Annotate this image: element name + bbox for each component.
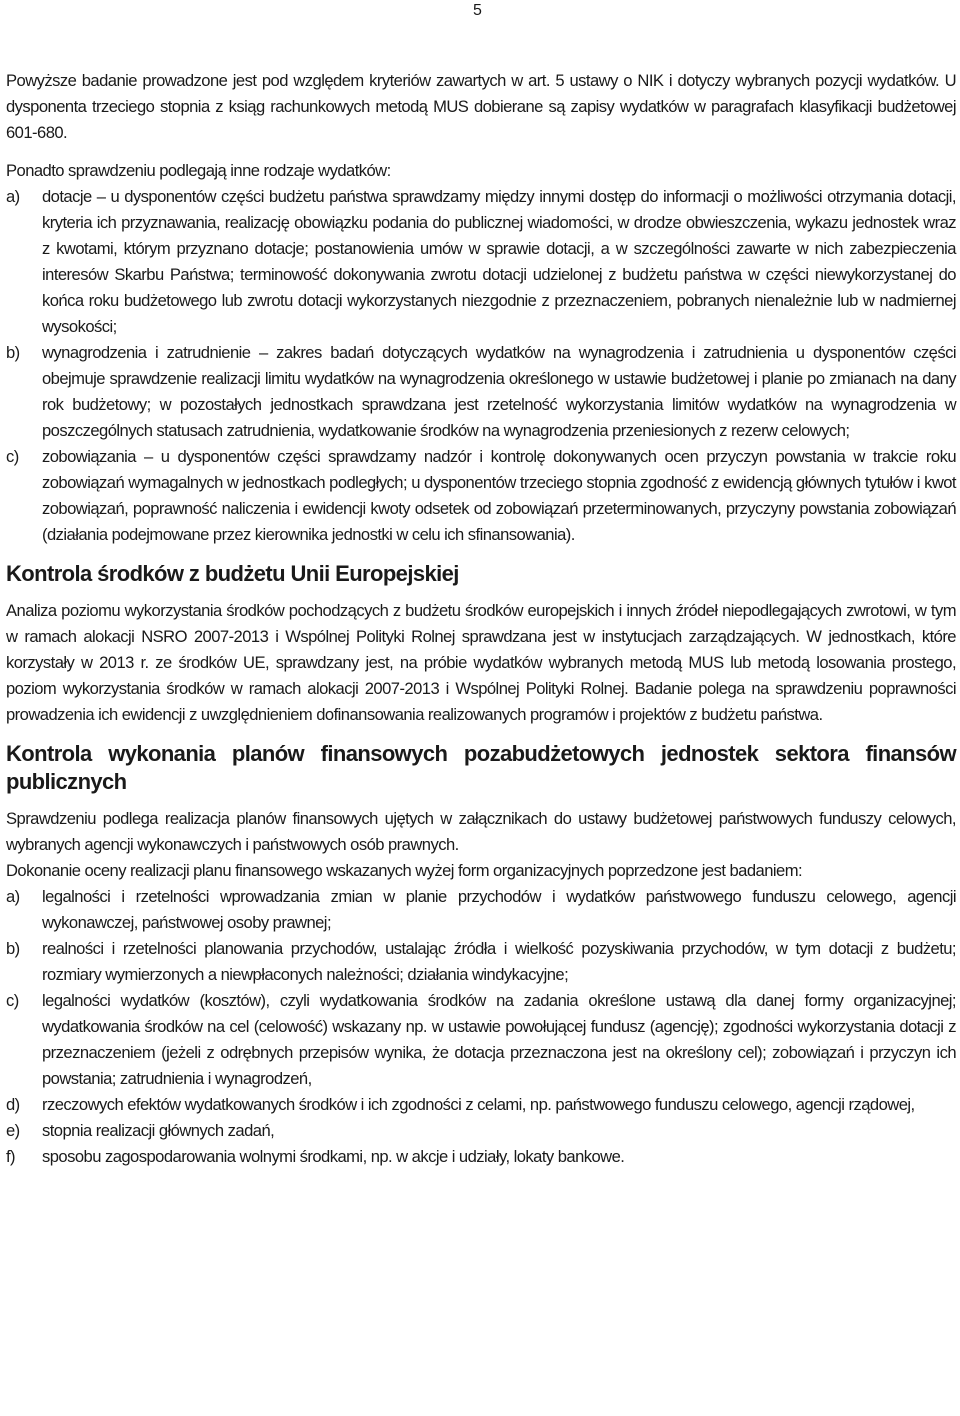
- list-marker: a): [6, 187, 20, 206]
- section-heading-plans: Kontrola wykonania planów finansowych pozabudżetowych jednostek sektora finansów publicznych: [6, 741, 956, 794]
- list-marker: e): [6, 1121, 20, 1140]
- list-item: [6, 988, 956, 1092]
- plan-assessment-list: [6, 884, 956, 1170]
- plans-paragraph: Sprawdzeniu podlega realizacja planów finansowych ujętych w załącznikach do ustawy budżetowej państwowych funduszy celowych, wybranych agencji wykonawczych i państwowych osób prawnych.: [6, 809, 956, 854]
- list-item: [6, 1092, 956, 1118]
- list-marker: c): [6, 447, 19, 466]
- list-marker: b): [6, 343, 20, 362]
- page-number: 5: [473, 2, 482, 19]
- list-item: [6, 1118, 956, 1144]
- list-item-text: realności i rzetelności planowania przychodów, ustalając źródła i wielkość pozyskiwania przychodów, w tym dotacji z budżetu; rozmiary wymierzonych a niewpłaconych należności; działania windykacyjne;: [42, 939, 956, 984]
- list-item-text: wynagrodzenia i zatrudnienie – zakres badań dotyczących wydatków na wynagrodzenia i zatrudnienia u dysponentów części obejmuje sprawdzenie realizacji limitu wydatków na wynagrodzenia określonego w ustawie budżetowej i planie po zmianach na dany rok budżetowy; w pozostałych jednostkach sprawdzana jest rzetelność wykorzystania limitów wydatków na wynagrodzenia w poszczególnych statusach zatrudnienia, wydatkowanie środków na wynagrodzenia przeniesionych z rezerw celowych;: [42, 343, 956, 440]
- list-item-text: stopnia realizacji głównych zadań,: [42, 1121, 275, 1140]
- list-item-text: dotacje – u dysponentów części budżetu państwa sprawdzamy między innymi dostęp do informacji o możliwości otrzymania dotacji, kryteria ich przyznawania, realizację obowiązku podania do publicznej wiadomości, w drodze obwieszczenia, wykazu jednostek wraz z kwotami, którym przyznano dotacje; postanowienia umów w sprawie dotacji, a w szczególności zawarte w nich zabezpieczenia interesów Skarbu Państwa; terminowość dokonywania zwrotu dotacji udzielonej z budżetu państwa w części niewykorzystanej do końca roku budżetowego lub zwrotu dotacji wykorzystanych niezgodnie z przeznaczeniem, pobranych nienależnie lub w nadmiernej wysokości;: [42, 187, 956, 336]
- list-item-text: legalności i rzetelności wprowadzania zmian w planie przychodów i wydatków państwowego funduszu celowego, agencji wykonawczej, państwowej osoby prawnej;: [42, 887, 956, 932]
- list-item: [6, 340, 956, 444]
- intro-paragraph: Powyższe badanie prowadzone jest pod względem kryteriów zawartych w art. 5 ustawy o NIK i dotyczy wybranych pozycji wydatków. U dysponenta trzeciego stopnia z ksiąg rachunkowych metodą MUS dobierane są zapisy wydatków w paragrafach klasyfikacji budżetowej 601-680.: [6, 71, 956, 142]
- list-item: [6, 444, 956, 548]
- list-item: [6, 184, 956, 340]
- list-marker: d): [6, 1095, 20, 1114]
- list-item-text: sposobu zagospodarowania wolnymi środkami, np. w akcje i udziały, lokaty bankowe.: [42, 1147, 625, 1166]
- intro-lead-paragraph: Ponadto sprawdzeniu podlegają inne rodzaje wydatków:: [6, 161, 391, 180]
- expense-types-list: [6, 184, 956, 548]
- list-item: [6, 936, 956, 988]
- list-item: [6, 884, 956, 936]
- list-marker: a): [6, 887, 20, 906]
- page-content: [6, 68, 956, 1170]
- section-heading-eu: Kontrola środków z budżetu Unii Europejskiej: [6, 561, 459, 586]
- list-item-text: zobowiązania – u dysponentów części sprawdzamy nadzór i kontrolę dokonywanych ocen przyczyn powstania w trakcie roku zobowiązań wymagalnych w jednostkach podległych; u dysponentów trzeciego stopnia zgodność z ewidencją głównych tytułów i kwot zobowiązań, poprawność naliczenia i ewidencji kwoty odsetek od zobowiązań przeterminowanych, przyczyny powstania zobowiązań (działania podejmowane przez kierownika jednostki w celu ich sfinansowania).: [42, 447, 956, 544]
- list-marker: c): [6, 991, 19, 1010]
- list-item-text: legalności wydatków (kosztów), czyli wydatkowania środków na zadania określone ustawą dla danej formy organizacyjnej; wydatkowania środków na cel (celowość) wskazany np. w ustawie powołującej fundusz (agencję); zgodności wykorzystania dotacji z przeznaczeniem (jeżeli z odrębnych przepisów wynika, że dotacja przeznaczona jest na określony cel); zobowiązań i przyczyn ich powstania; zatrudnienia i wynagrodzeń,: [42, 991, 956, 1088]
- list-marker: f): [6, 1147, 16, 1166]
- list-item-text: rzeczowych efektów wydatkowanych środków i ich zgodności z celami, np. państwowego funduszu celowego, agencji rządowej,: [42, 1095, 915, 1114]
- plans-lead-paragraph: Dokonanie oceny realizacji planu finansowego wskazanych wyżej form organizacyjnych poprzedzone jest badaniem:: [6, 861, 803, 880]
- eu-paragraph: Analiza poziomu wykorzystania środków pochodzących z budżetu środków europejskich i innych źródeł niepodlegających zwrotowi, w tym w ramach alokacji NSRO 2007-2013 i Wspólnej Polityki Rolnej sprawdzana jest w instytucjach zarządzających. W jednostkach, które korzystały w 2013 r. ze środków UE, sprawdzany jest, na próbie wydatków wybranych metodą MUS lub metodą losowania prostego, poziom wykorzystania środków w ramach alokacji 2007-2013 i Wspólnej Polityki Rolnej. Badanie polega na sprawdzeniu poprawności prowadzenia ich ewidencji z uwzględnieniem dofinansowania realizowanych programów i projektów z budżetu państwa.: [6, 601, 956, 724]
- list-item: [6, 1144, 956, 1170]
- list-marker: b): [6, 939, 20, 958]
